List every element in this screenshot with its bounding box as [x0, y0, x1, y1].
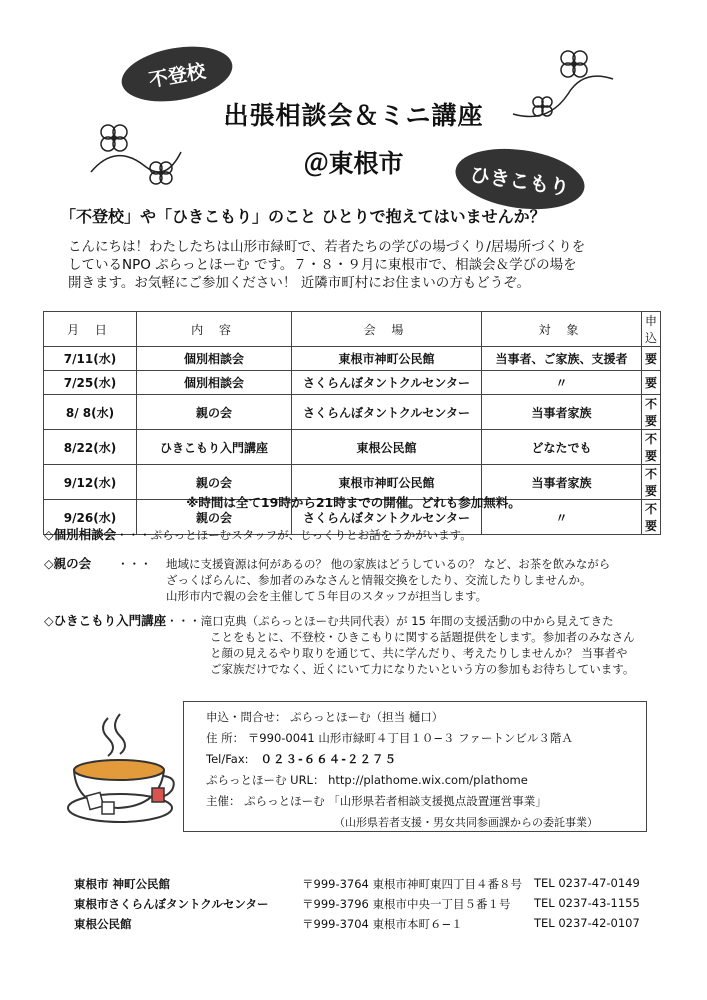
section-oya: ◇親の会 ・・・ 地域に支援資源は何があるの？ 他の家族はどうしているの？ など、お茶を飲みながら ざっくばらんに、参加者のみなさんと情報交換をしたり、交流したりしませんか。 山形市内で親の会を主催して５年目のスタッフが担当します。	[44, 556, 611, 603]
list-item: 東根公民館 〒999-3704 東根市本町６−１ TEL 0237-42-0107	[74, 916, 640, 931]
table-row: 8/ 8(水) 親の会 さくらんぼタントクルセンター 当事者家族 不要	[44, 395, 661, 430]
table-row: 9/26(水) 親の会 さくらんぼタントクルセンター 〃 不要	[44, 500, 661, 535]
header-date: 月 日	[44, 312, 137, 347]
table-row: 9/12(水) 親の会 東根市神町公民館 当事者家族 不要	[44, 465, 661, 500]
hikikomori-badge: ひきこもり	[452, 141, 589, 217]
page-title: 出張相談会＆ミニ講座	[223, 101, 484, 130]
list-item: 東根市 神町公民館 〒999-3764 東根市神町東四丁目４番８号 TEL 0237-47-0149	[74, 876, 640, 891]
section-nyumon: ◇ひきこもり入門講座・・・滝口克典（ぷらっとほーむ共同代表）が 15 年間の支援活動の中から見えてきた ことをもとに、不登校・ひきこもりに関する話題提供をします。参加者のみなさん と顔の見えるやり取りを通じて、共に学んだり、考えたりしませんか？ 当事者や ご家族だけでなく、近くにいて力になりたいという方の参加もお待ちしています。	[44, 613, 635, 676]
section-kobetsu: ◇個別相談会・・・ぷらっとほーむスタッフが、じっくりとお話をうかがいます。	[44, 527, 472, 542]
page-title-location: ＠東根市	[303, 149, 404, 178]
tea-cup-icon	[60, 710, 180, 830]
table-row: 8/22(水) ひきこもり入門講座 東根公民館 どなたでも 不要	[44, 430, 661, 465]
header-application: 申込	[642, 312, 661, 347]
subtitle: 「不登校」や「ひきこもり」のこと ひとりで抱えてはいませんか？	[60, 207, 546, 226]
header-target: 対 象	[482, 312, 642, 347]
header-venue: 会 場	[292, 312, 482, 347]
table-row: 7/25(水) 個別相談会 さくらんぼタントクルセンター 〃 要	[44, 371, 661, 395]
list-item: 東根市さくらんぼタントクルセンター 〒999-3796 東根市中央一丁目５番１号 TEL 0237-43-1155	[74, 896, 640, 911]
section-title: ◇親の会	[44, 556, 92, 571]
header-content: 内 容	[137, 312, 292, 347]
section-title: ◇ひきこもり入門講座	[44, 613, 167, 628]
section-title: ◇個別相談会	[44, 527, 117, 542]
table-header-row	[44, 312, 661, 347]
time-note: ※時間は全て19時から21時までの開催。どれも参加無料。	[186, 495, 521, 510]
intro-paragraph: こんにちは！わたしたちは山形市緑町で、若者たちの学びの場づくり/居場所づくりを しているNPO ぷらっとほーむ です。７・８・９月に東根市で、相談会＆学びの場を 開きます。お気軽にご参加ください！ 近隣市町村にお住まいの方もどうぞ。	[68, 239, 586, 291]
contact-box: 申込・問合せ： ぷらっとほーむ（担当 樋口） 住 所： 〒990-0041 山形市緑町４丁目１０−３ ファートンビル３階Ａ Tel/Fax: ０２３-６６４-２２７５ ぷらっとほーむ URL： http://plathome.wix.com/plathome 主催： ぷらっとほーむ 「山形県若者相談支援拠点設置運営事業」 （山形県若者支援・男女共同参画課からの委託事業）	[183, 701, 647, 832]
table-row: 7/11(水) 個別相談会 東根市神町公民館 当事者、ご家族、支援者 要	[44, 347, 661, 371]
futoukou-badge: 不登校	[117, 39, 236, 110]
